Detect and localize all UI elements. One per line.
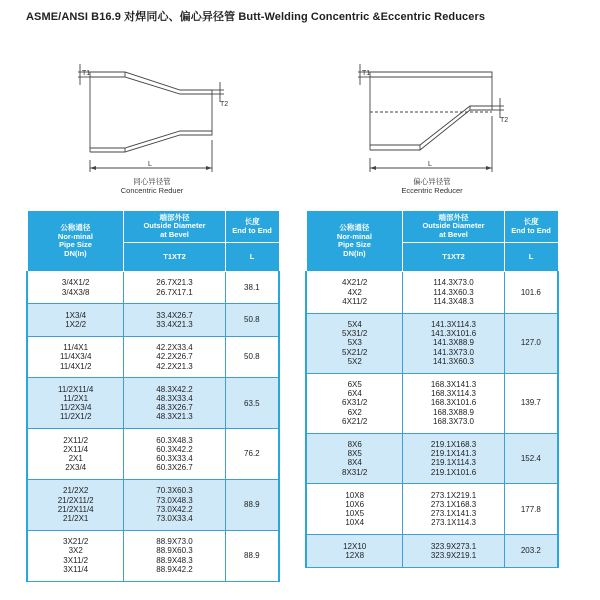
cell-line: 42.2X21.3	[156, 361, 193, 371]
cell-line: 11/4X1	[63, 343, 89, 353]
cell-line: DN(In)	[343, 248, 366, 258]
cell-line: 11/4X3/4	[59, 352, 92, 362]
concentric-caption-cn: 同心异径管	[133, 177, 171, 186]
cell-length: 76.2	[225, 429, 279, 480]
cell-line: 10X5	[345, 509, 365, 519]
cell-line: 长度	[523, 217, 539, 226]
cell-od	[124, 429, 225, 480]
cell-od	[403, 373, 504, 433]
cell-line: 10X6	[345, 500, 365, 510]
cell-line: 323.9X219.1	[430, 550, 477, 560]
cell-line: 48.3X21.3	[156, 412, 193, 422]
cell-length: 88.9	[225, 530, 279, 581]
cell-line: 8X6	[347, 440, 362, 450]
cell-line: at Bevel	[160, 229, 189, 239]
cell-line: DN(In)	[64, 248, 87, 258]
cell-line: 70.3X60.3	[156, 486, 193, 496]
cell-line: 1X3/4	[65, 310, 87, 320]
cell-line: 2X11/2	[63, 435, 89, 445]
concentric-reducer-drawing	[70, 60, 240, 180]
cell-line: 114.3X60.3	[433, 287, 474, 297]
cell-line: 219.1X101.6	[430, 467, 477, 477]
cell-line: 5X2	[347, 356, 362, 366]
left-spec-table	[26, 210, 280, 582]
cell-dn	[27, 336, 124, 378]
cell-line: 26.7X17.1	[156, 287, 193, 297]
cell-line: 3X11/2	[63, 555, 89, 565]
cell-dn	[27, 479, 124, 530]
eccentric-caption-en: Eccentric Reducer	[401, 186, 463, 195]
cell-line: 141.3X60.3	[433, 356, 474, 366]
cell-line: Pipe Size	[337, 240, 371, 249]
cell-line: 141.3X73.0	[433, 347, 474, 357]
cell-line: 168.3X88.9	[433, 407, 474, 417]
cell-length: 177.8	[504, 484, 558, 535]
cell-length: 50.8	[225, 336, 279, 378]
cell-line: 21/2X2	[63, 486, 89, 496]
cell-line: 219.1X114.3	[431, 458, 476, 468]
cell-line: 73.0X33.4	[156, 514, 193, 524]
header-dn	[27, 211, 124, 272]
cell-dn	[306, 535, 403, 567]
concentric-l-label: L	[148, 161, 152, 168]
table-row	[27, 304, 279, 336]
cell-line: 168.3X101.6	[430, 398, 477, 408]
cell-line: 48.3X42.2	[156, 384, 193, 394]
cell-dn	[306, 272, 403, 314]
cell-line: 60.3X33.4	[156, 454, 193, 464]
header-len	[504, 211, 558, 243]
right-spec-table	[305, 210, 559, 568]
cell-dn	[306, 373, 403, 433]
cell-line: 4X2	[347, 287, 362, 297]
cell-line: 10X4	[345, 518, 365, 528]
cell-line: 21/2X11/4	[57, 504, 94, 514]
table-row	[306, 313, 558, 373]
cell-od	[403, 484, 504, 535]
cell-line: 219.1X168.3	[430, 440, 477, 450]
cell-line: 88.9X60.3	[156, 546, 193, 556]
table-row	[27, 530, 279, 581]
eccentric-t1-label: T1	[362, 70, 371, 77]
table-row	[306, 272, 558, 314]
cell-line: 8X5	[347, 449, 362, 459]
cell-dn	[27, 429, 124, 480]
cell-line: 273.1X114.3	[431, 518, 476, 528]
cell-line: 141.3X114.3	[431, 320, 476, 330]
cell-line: 1X2/2	[65, 320, 87, 330]
cell-line: 6X21/2	[342, 416, 368, 426]
header-od	[403, 211, 504, 243]
cell-length: 88.9	[225, 479, 279, 530]
cell-line: 273.1X141.3	[430, 509, 477, 519]
cell-line: 公称通径	[339, 223, 370, 232]
concentric-t2-label: T2	[220, 101, 229, 108]
cell-line: 6X4	[347, 389, 362, 399]
cell-line: 5X31/2	[342, 329, 368, 339]
cell-line: 73.0X48.3	[156, 495, 193, 505]
cell-dn	[306, 484, 403, 535]
cell-line: 60.3X26.7	[156, 463, 193, 473]
cell-line: 273.1X219.1	[430, 490, 477, 500]
cell-line: 168.3X73.0	[433, 416, 474, 426]
cell-line: 3X11/4	[63, 564, 89, 574]
cell-od	[124, 272, 225, 304]
cell-line: 73.0X42.2	[156, 504, 193, 514]
cell-length: 152.4	[504, 433, 558, 484]
table-row	[306, 373, 558, 433]
cell-line: End to End	[511, 225, 551, 235]
cell-od	[403, 313, 504, 373]
cell-line: End to End	[232, 225, 272, 235]
cell-od	[124, 479, 225, 530]
cell-line: 5X4	[347, 320, 362, 330]
concentric-t1-label: T1	[82, 70, 91, 77]
cell-line: Outside Diameter	[143, 221, 206, 231]
cell-od	[124, 304, 225, 336]
cell-line: 88.9X73.0	[156, 537, 193, 547]
cell-line: 114.3X73.0	[433, 278, 474, 288]
cell-line: 26.7X21.3	[156, 278, 193, 288]
cell-line: 88.9X48.3	[156, 555, 193, 565]
cell-line: 8X31/2	[342, 467, 368, 477]
cell-line: 60.3X48.3	[156, 435, 193, 445]
cell-line: 4X21/2	[342, 278, 368, 288]
header-od	[124, 211, 225, 243]
cell-length: 38.1	[225, 272, 279, 304]
table-row	[27, 336, 279, 378]
cell-line: 端部外径	[159, 212, 190, 222]
cell-line: 141.3X101.6	[430, 329, 477, 339]
cell-line: 21/2X11/2	[57, 495, 94, 505]
cell-length: 203.2	[504, 535, 558, 567]
cell-line: 88.9X42.2	[156, 564, 193, 574]
cell-line: 11/2X1	[63, 394, 89, 404]
header-od-sub: T1XT2	[403, 243, 504, 272]
cell-line: 323.9X273.1	[430, 541, 477, 551]
eccentric-caption-cn: 偏心异径管	[413, 177, 451, 186]
table-row	[27, 272, 279, 304]
cell-line: 12X10	[343, 541, 367, 551]
cell-line: 12X8	[345, 550, 365, 560]
cell-line: 8X4	[347, 458, 362, 468]
cell-line: 21/2X1	[63, 514, 89, 524]
cell-dn	[27, 304, 124, 336]
header-dn	[306, 211, 403, 272]
cell-length: 101.6	[504, 272, 558, 314]
concentric-caption	[92, 177, 212, 195]
cell-line: 6X31/2	[342, 398, 368, 408]
cell-line: 42.2X26.7	[156, 352, 193, 362]
cell-line: 5X3	[347, 338, 362, 348]
cell-line: 端部外径	[438, 212, 469, 222]
cell-line: 48.3X33.4	[156, 394, 193, 404]
cell-line: 6X5	[347, 380, 362, 390]
cell-line: 10X8	[345, 490, 365, 500]
cell-line: 4X11/2	[342, 296, 368, 306]
cell-line: at Bevel	[439, 229, 468, 239]
page-title: ASME/ANSI B16.9 对焊同心、偏心异径管 Butt-Welding Concentric &Eccentric Reducers	[26, 11, 486, 23]
cell-length: 127.0	[504, 313, 558, 373]
cell-line: 33.4X26.7	[156, 310, 193, 320]
cell-line: 3/4X3/8	[61, 287, 90, 297]
cell-line: Outside Diameter	[422, 221, 485, 231]
cell-line: 11/2X1/2	[59, 412, 92, 422]
cell-line: 33.4X21.3	[156, 320, 193, 330]
cell-line: 3X2	[68, 546, 83, 556]
cell-line: 60.3X42.2	[156, 444, 193, 454]
cell-line: 3X21/2	[63, 537, 89, 547]
cell-od	[403, 535, 504, 567]
header-len-sub: L	[504, 243, 558, 272]
cell-line: 168.3X114.3	[431, 389, 476, 399]
cell-od	[124, 530, 225, 581]
cell-line: 141.3X88.9	[433, 338, 474, 348]
table-row	[27, 378, 279, 429]
eccentric-caption	[372, 177, 492, 195]
table-row	[27, 479, 279, 530]
cell-line: 273.1X168.3	[430, 500, 477, 510]
cell-dn	[306, 313, 403, 373]
cell-line: 2X3/4	[65, 463, 87, 473]
table-row	[306, 535, 558, 567]
table-row	[306, 484, 558, 535]
eccentric-l-label: L	[428, 161, 432, 168]
cell-length: 63.5	[225, 378, 279, 429]
cell-line: 2X11/4	[63, 444, 89, 454]
cell-line: Nor-minal	[57, 231, 93, 241]
cell-length: 139.7	[504, 373, 558, 433]
cell-line: 5X21/2	[342, 347, 368, 357]
cell-line: 48.3X26.7	[156, 403, 193, 413]
cell-line: 长度	[244, 217, 260, 226]
cell-line: 11/4X1/2	[59, 361, 92, 371]
cell-line: 3/4X1/2	[61, 278, 90, 288]
cell-od	[403, 272, 504, 314]
header-od-sub: T1XT2	[124, 243, 225, 272]
cell-line: 6X2	[347, 407, 362, 417]
cell-line: Nor-minal	[336, 231, 372, 241]
cell-line: 11/2X11/4	[58, 384, 94, 394]
table-row	[27, 429, 279, 480]
cell-line: 219.1X141.3	[430, 449, 477, 459]
cell-line: 42.2X33.4	[156, 343, 193, 353]
cell-dn	[27, 378, 124, 429]
cell-line: 114.3X48.3	[433, 296, 474, 306]
cell-line: 公称通径	[60, 223, 91, 232]
cell-od	[124, 378, 225, 429]
concentric-caption-en: Concentric Reduer	[120, 186, 184, 195]
cell-line: 168.3X141.3	[430, 380, 477, 390]
cell-line: 11/2X3/4	[59, 403, 92, 413]
table-row	[306, 433, 558, 484]
eccentric-t2-label: T2	[500, 117, 509, 124]
cell-line: Pipe Size	[58, 240, 92, 249]
header-len	[225, 211, 279, 243]
cell-od	[124, 336, 225, 378]
cell-length: 50.8	[225, 304, 279, 336]
cell-line: 2X1	[68, 454, 83, 464]
cell-dn	[27, 272, 124, 304]
cell-dn	[306, 433, 403, 484]
cell-od	[403, 433, 504, 484]
eccentric-reducer-drawing	[350, 60, 520, 180]
header-len-sub: L	[225, 243, 279, 272]
cell-dn	[27, 530, 124, 581]
